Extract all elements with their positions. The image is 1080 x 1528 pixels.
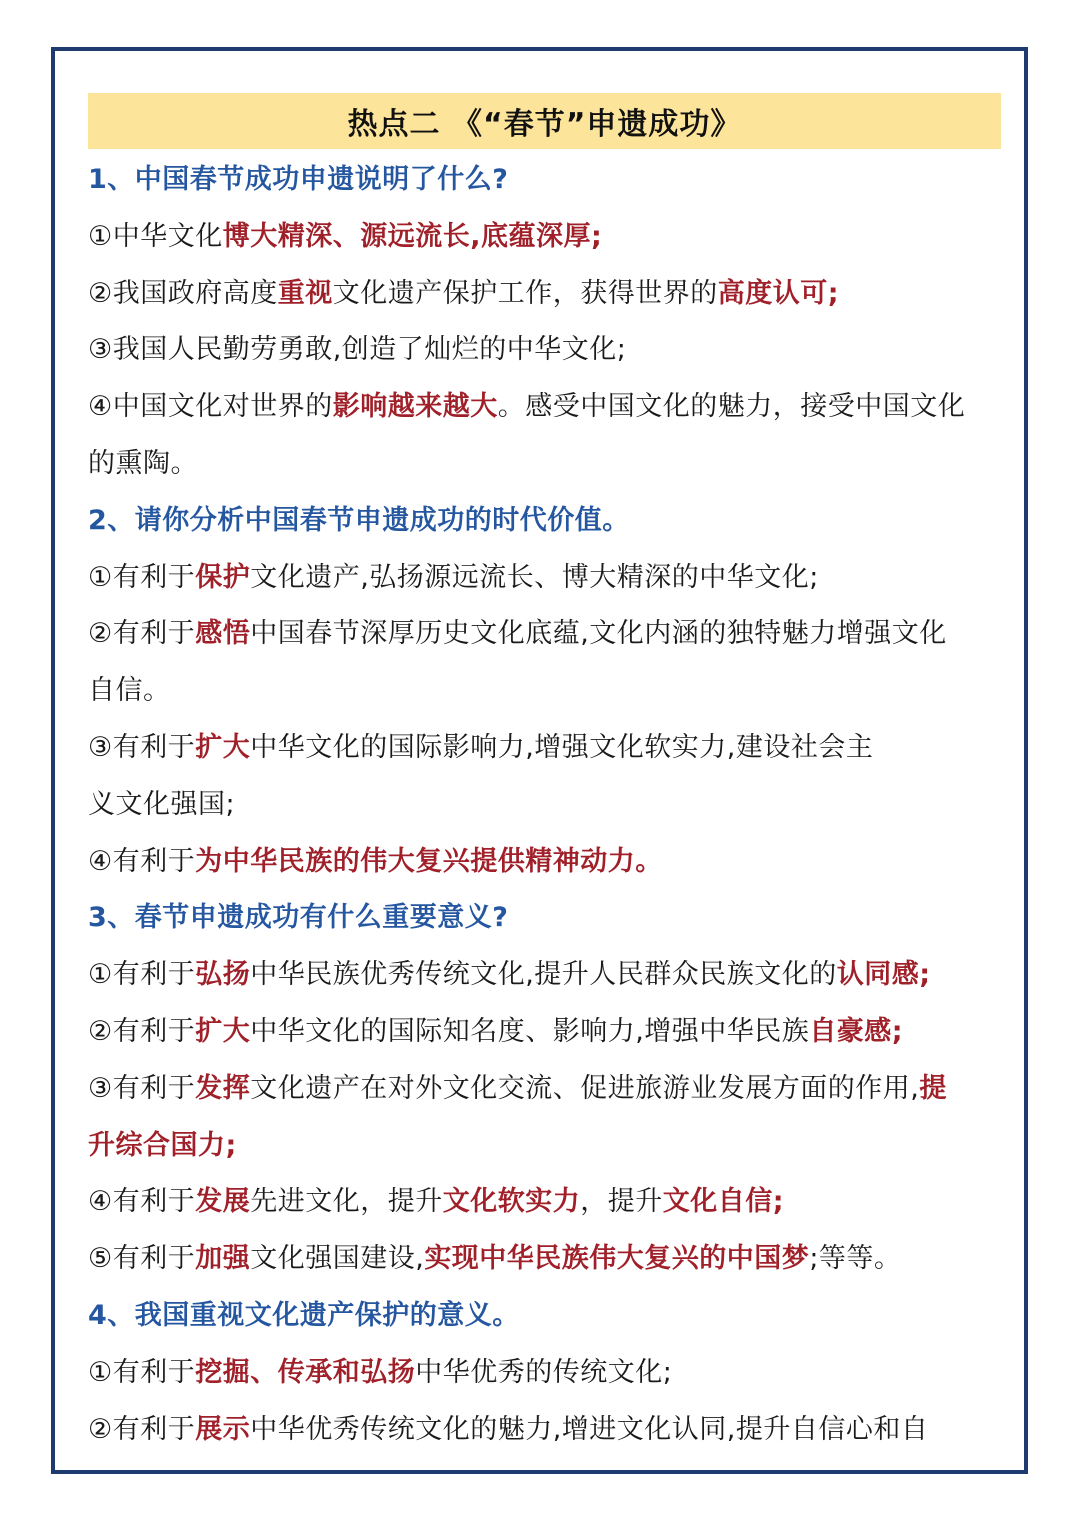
answer-line (88, 266, 1008, 323)
line-text: 4、我国重视文化遗产保护的意义。 (88, 1299, 520, 1331)
highlighted-keyword: 展示 (195, 1413, 251, 1445)
line-text: ①中华文化 (88, 220, 223, 252)
answer-line (88, 209, 1008, 266)
line-text: ③我国人民勤劳勇敢,创造了灿烂的中华文化; (88, 334, 627, 366)
highlighted-keyword: 挖掘、传承和弘扬 (195, 1356, 416, 1388)
question-heading (88, 493, 1008, 550)
highlighted-keyword: 实现中华民族伟大复兴的中国梦 (424, 1243, 810, 1275)
highlighted-keyword: 文化自信; (662, 1186, 785, 1218)
line-text: ，提升 (580, 1186, 663, 1218)
line-text: 义文化强国; (88, 788, 236, 820)
line-text: 1、中国春节成功申遗说明了什么? (88, 164, 509, 195)
highlighted-keyword: 升综合国力; (88, 1129, 237, 1161)
line-text: 自信。 (88, 675, 171, 707)
answer-line (88, 1345, 1008, 1402)
highlighted-keyword: 发展 (195, 1186, 251, 1218)
page-title-text: 热点二 《“春节”申遗成功》 (347, 107, 742, 142)
line-text: 文化遗产保护工作，获得世界的 (332, 277, 718, 309)
question-heading (88, 1288, 1008, 1345)
line-text: ④有利于 (88, 845, 196, 877)
answer-line (88, 1174, 1008, 1231)
answer-line (88, 1061, 1008, 1118)
line-text: 中华民族优秀传统文化,提升人民群众民族文化的 (250, 959, 837, 991)
line-text: 中国春节深厚历史文化底蕴,文化内涵的独特魅力增强文化 (250, 618, 947, 650)
line-text: 先进文化，提升 (250, 1186, 443, 1218)
line-text: ②我国政府高度 (88, 277, 278, 309)
line-text: ③有利于 (88, 731, 196, 763)
line-text: 中华优秀的传统文化; (415, 1356, 673, 1388)
line-text: ;等等。 (809, 1243, 902, 1275)
highlighted-keyword: 提 (919, 1072, 947, 1104)
highlighted-keyword: 自豪感; (809, 1015, 904, 1047)
line-text: ①有利于 (88, 1356, 196, 1388)
line-text: 中华优秀传统文化的魅力,增进文化认同,提升自信心和自 (250, 1413, 929, 1445)
line-text: 。感受中国文化的魅力，接受中国文化 (497, 391, 966, 423)
line-text: ②有利于 (88, 1413, 196, 1445)
line-text: 中华文化的国际影响力,增强文化软实力,建设社会主 (250, 731, 874, 763)
highlighted-keyword: 高度认可; (717, 277, 840, 309)
answer-line (88, 1118, 1008, 1175)
highlighted-keyword: 文化软实力 (442, 1186, 581, 1218)
highlighted-keyword: 认同感; (836, 959, 931, 991)
line-text: 文化遗产,弘扬源远流长、博大精深的中华文化; (250, 561, 819, 593)
question-heading (88, 152, 1008, 209)
highlighted-keyword: 扩大 (195, 731, 251, 763)
highlighted-keyword: 感悟 (195, 618, 251, 650)
answer-line (88, 606, 1008, 663)
question-heading (88, 890, 1008, 947)
line-text: ④有利于 (88, 1186, 196, 1218)
highlighted-keyword: 弘扬 (195, 959, 251, 991)
highlighted-keyword: 扩大 (195, 1015, 251, 1047)
highlighted-keyword: 重视 (277, 277, 333, 309)
highlighted-keyword: 发挥 (195, 1072, 251, 1104)
highlighted-keyword: 保护 (195, 561, 251, 593)
answer-line (88, 1402, 1008, 1459)
answer-line (88, 720, 1008, 777)
line-text: 的熏陶。 (88, 447, 198, 479)
answer-line (88, 947, 1008, 1004)
answer-line (88, 379, 1008, 436)
highlighted-keyword: 影响越来越大 (332, 391, 498, 423)
answer-line (88, 436, 1008, 493)
line-text: 3、春节申遗成功有什么重要意义? (88, 902, 509, 934)
line-text: ③有利于 (88, 1072, 196, 1104)
answer-line (88, 550, 1008, 607)
answer-line (88, 834, 1008, 891)
line-text: 中华文化的国际知名度、影响力,增强中华民族 (250, 1015, 810, 1047)
line-text: ②有利于 (88, 1015, 196, 1047)
line-text: ①有利于 (88, 561, 196, 593)
line-text: 文化遗产在对外文化交流、促进旅游业发展方面的作用, (250, 1072, 920, 1104)
line-text: 2、请你分析中国春节申遗成功的时代价值。 (88, 504, 630, 536)
content-body (88, 152, 1008, 1458)
line-text: ②有利于 (88, 618, 196, 650)
highlighted-keyword: 加强 (195, 1243, 251, 1275)
answer-line (88, 1231, 1008, 1288)
answer-line (88, 322, 1008, 379)
answer-line (88, 1004, 1008, 1061)
answer-line (88, 777, 1008, 834)
line-text: ①有利于 (88, 959, 196, 991)
line-text: 文化强国建设, (250, 1243, 425, 1275)
highlighted-keyword: 博大精深、源远流长,底蕴深厚; (222, 220, 603, 252)
line-text: ⑤有利于 (88, 1243, 196, 1275)
answer-line (88, 663, 1008, 720)
highlighted-keyword: 为中华民族的伟大复兴提供精神动力。 (195, 845, 663, 877)
page-title (88, 93, 1001, 149)
line-text: ④中国文化对世界的 (88, 391, 333, 423)
